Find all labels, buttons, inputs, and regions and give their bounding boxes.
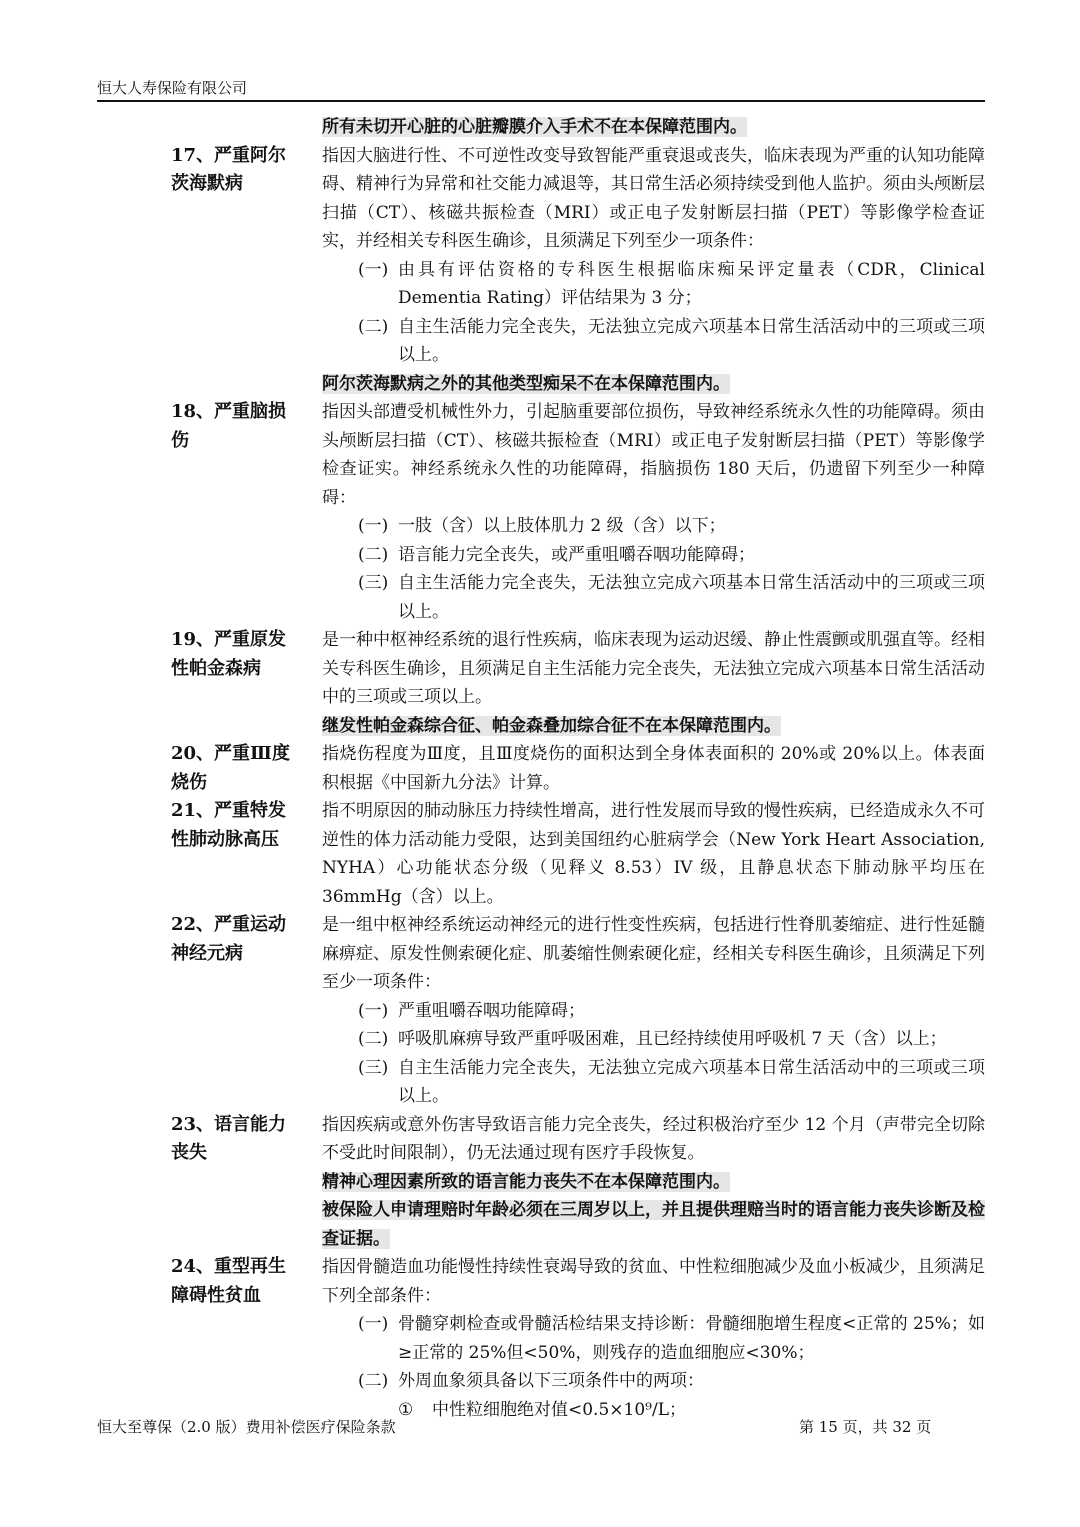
- clause-term: 20、严重Ⅲ度烧伤: [171, 743, 290, 793]
- condition-text: 自主生活能力完全丧失，无法独立完成六项基本日常生活活动中的三项或三项以上。: [398, 1057, 985, 1106]
- entries-list: [0, 142, 1080, 1425]
- condition-text: 语言能力完全丧失，或严重咀嚼吞咽功能障碍；: [398, 544, 755, 565]
- clause-entry: [0, 911, 1080, 1111]
- clause-content: [322, 1111, 985, 1254]
- clause-definition: 指因头部遭受机械性外力，引起脑重要部位损伤，导致神经系统永久性的功能障碍。须由头颅断层扫描（CT）、核磁共振检查（MRI）或正电子发射断层扫描（PET）等影像学检查证实。神经系统永久性的功能障碍，指脑损伤 180 天后，仍遗留下列至少一种障碍：: [322, 402, 985, 508]
- clause-entry: [0, 797, 1080, 911]
- condition-text: 自主生活能力完全丧失，无法独立完成六项基本日常生活活动中的三项或三项以上。: [398, 316, 985, 365]
- sub-condition-text: 中性粒细胞绝对值<0.5×10⁹/L；: [432, 1399, 686, 1420]
- clause-definition: 指不明原因的肺动脉压力持续性增高，进行性发展而导致的慢性疾病，已经造成永久不可逆性的体力活动能力受限，达到美国纽约心脏病学会（New York Heart Association, NYHA）心功能状态分级（见释义 8.53）IV 级，且静息状态下肺动脉平均压在 36mmHg（含）以上。: [322, 801, 985, 907]
- footer-page-number: 第 15 页，共 32 页: [799, 1418, 932, 1436]
- condition-number: (一): [358, 516, 389, 536]
- condition-number: (二): [358, 1371, 389, 1391]
- condition-text: 骨髓穿刺检查或骨髓活检结果支持诊断：骨髓细胞增生程度<正常的 25%；如≥正常的 25%但<50%，则残存的造血细胞应<30%；: [398, 1314, 985, 1363]
- clause-entry: [0, 626, 1080, 740]
- clause-term: 19、严重原发性帕金森病: [171, 629, 287, 679]
- clause-entry: [0, 1253, 1080, 1424]
- condition-item: [358, 256, 985, 313]
- exclusion-note: 继发性帕金森综合征、帕金森叠加综合征不在本保障范围内。: [322, 715, 781, 736]
- clause-definition: 指因大脑进行性、不可逆性改变导致智能严重衰退或丧失，临床表现为严重的认知功能障碍、精神行为异常和社交能力减退等，其日常生活必须持续受到他人监护。须由头颅断层扫描（CT）、核磁共振检查（MRI）或正电子发射断层扫描（PET）等影像学检查证实，并经相关专科医生确诊，且须满足下列至少一项条件：: [322, 145, 985, 251]
- exclusion-note: 被保险人申请理赔时年龄必须在三周岁以上，并且提供理赔当时的语言能力丧失诊断及检查证据。: [322, 1200, 985, 1249]
- condition-item: [358, 512, 985, 541]
- clause-entry: [0, 740, 1080, 797]
- condition-text: 由具有评估资格的专科医生根据临床痴呆评定量表（CDR，Clinical Dementia Rating）评估结果为 3 分；: [398, 259, 985, 308]
- condition-item: [358, 569, 985, 626]
- clause-term: 17、严重阿尔茨海默病: [171, 144, 287, 194]
- exclusion-note: 精神心理因素所致的语言能力丧失不在本保障范围内。: [322, 1171, 730, 1192]
- exclusion-note: 阿尔茨海默病之外的其他类型痴呆不在本保障范围内。: [322, 373, 730, 394]
- condition-number: (二): [358, 1029, 389, 1049]
- clause-entry: [0, 398, 1080, 626]
- clause-content: [322, 797, 985, 911]
- clause-term: 21、严重特发性肺动脉高压: [171, 800, 287, 850]
- clause-entry: [0, 1111, 1080, 1254]
- clause-content: [322, 398, 985, 626]
- clause-content: [322, 911, 985, 1111]
- clause-definition: 是一组中枢神经系统运动神经元的进行性变性疾病，包括进行性脊肌萎缩症、进行性延髓麻痹症、原发性侧索硬化症、肌萎缩性侧索硬化症，经相关专科医生确诊，且须满足下列至少一项条件：: [322, 915, 985, 992]
- company-name: 恒大人寿保险有限公司: [97, 79, 248, 97]
- condition-item: [358, 1310, 985, 1367]
- clause-term: 23、语言能力丧失: [171, 1113, 287, 1163]
- footer-title: 恒大至尊保（2.0 版）费用补偿医疗保险条款: [97, 1418, 396, 1436]
- condition-number: (三): [358, 1057, 389, 1078]
- condition-text: 自主生活能力完全丧失，无法独立完成六项基本日常生活活动中的三项或三项以上。: [398, 573, 985, 622]
- condition-number: (二): [358, 544, 389, 565]
- clause-definition: 指因骨髓造血功能慢性持续性衰竭导致的贫血、中性粒细胞减少及血小板减少，且须满足下列全部条件：: [322, 1257, 985, 1306]
- condition-item: [358, 313, 985, 370]
- header-divider: [97, 100, 985, 102]
- condition-text: 外周血象须具备以下三项条件中的两项：: [398, 1371, 704, 1391]
- clause-term: 18、严重脑损伤: [171, 401, 287, 451]
- clause-entry: [0, 142, 1080, 399]
- condition-number: (一): [358, 259, 389, 280]
- exclusion-note: 所有未切开心脏的心脏瓣膜介入手术不在本保障范围内。: [322, 117, 747, 137]
- condition-text: 严重咀嚼吞咽功能障碍；: [398, 1000, 585, 1021]
- condition-item: [358, 1054, 985, 1111]
- condition-item: [358, 997, 985, 1026]
- leading-note-block: [322, 113, 985, 142]
- condition-number: (一): [358, 1314, 389, 1334]
- document-body: [0, 113, 1080, 1424]
- condition-text: 呼吸肌麻痹导致严重呼吸困难，且已经持续使用呼吸机 7 天（含）以上；: [398, 1029, 947, 1049]
- condition-number: (三): [358, 573, 389, 593]
- sub-condition-number: ①: [398, 1399, 414, 1420]
- condition-number: (一): [358, 1000, 389, 1021]
- clause-content: [322, 142, 985, 399]
- condition-item: [358, 1367, 985, 1396]
- condition-item: [358, 541, 985, 570]
- clause-content: [322, 626, 985, 740]
- clause-term: 22、严重运动神经元病: [171, 914, 287, 964]
- clause-definition: 指因疾病或意外伤害导致语言能力完全丧失，经过积极治疗至少 12 个月（声带完全切除不受此时间限制），仍无法通过现有医疗手段恢复。: [322, 1114, 985, 1163]
- clause-definition: 指烧伤程度为Ⅲ度，且Ⅲ度烧伤的面积达到全身体表面积的 20%或 20%以上。体表面积根据《中国新九分法》计算。: [322, 744, 985, 793]
- condition-text: 一肢（含）以上肢体肌力 2 级（含）以下；: [398, 516, 726, 536]
- clause-term: 24、重型再生障碍性贫血: [171, 1256, 287, 1306]
- condition-number: (二): [358, 316, 389, 337]
- clause-definition: 是一种中枢神经系统的退行性疾病，临床表现为运动迟缓、静止性震颤或肌强直等。经相关专科医生确诊，且须满足自主生活能力完全丧失，无法独立完成六项基本日常生活活动中的三项或三项以上。: [322, 630, 985, 707]
- page-header: [97, 76, 985, 100]
- condition-item: [358, 1025, 985, 1054]
- clause-content: [322, 740, 985, 797]
- clause-content: [322, 1253, 985, 1424]
